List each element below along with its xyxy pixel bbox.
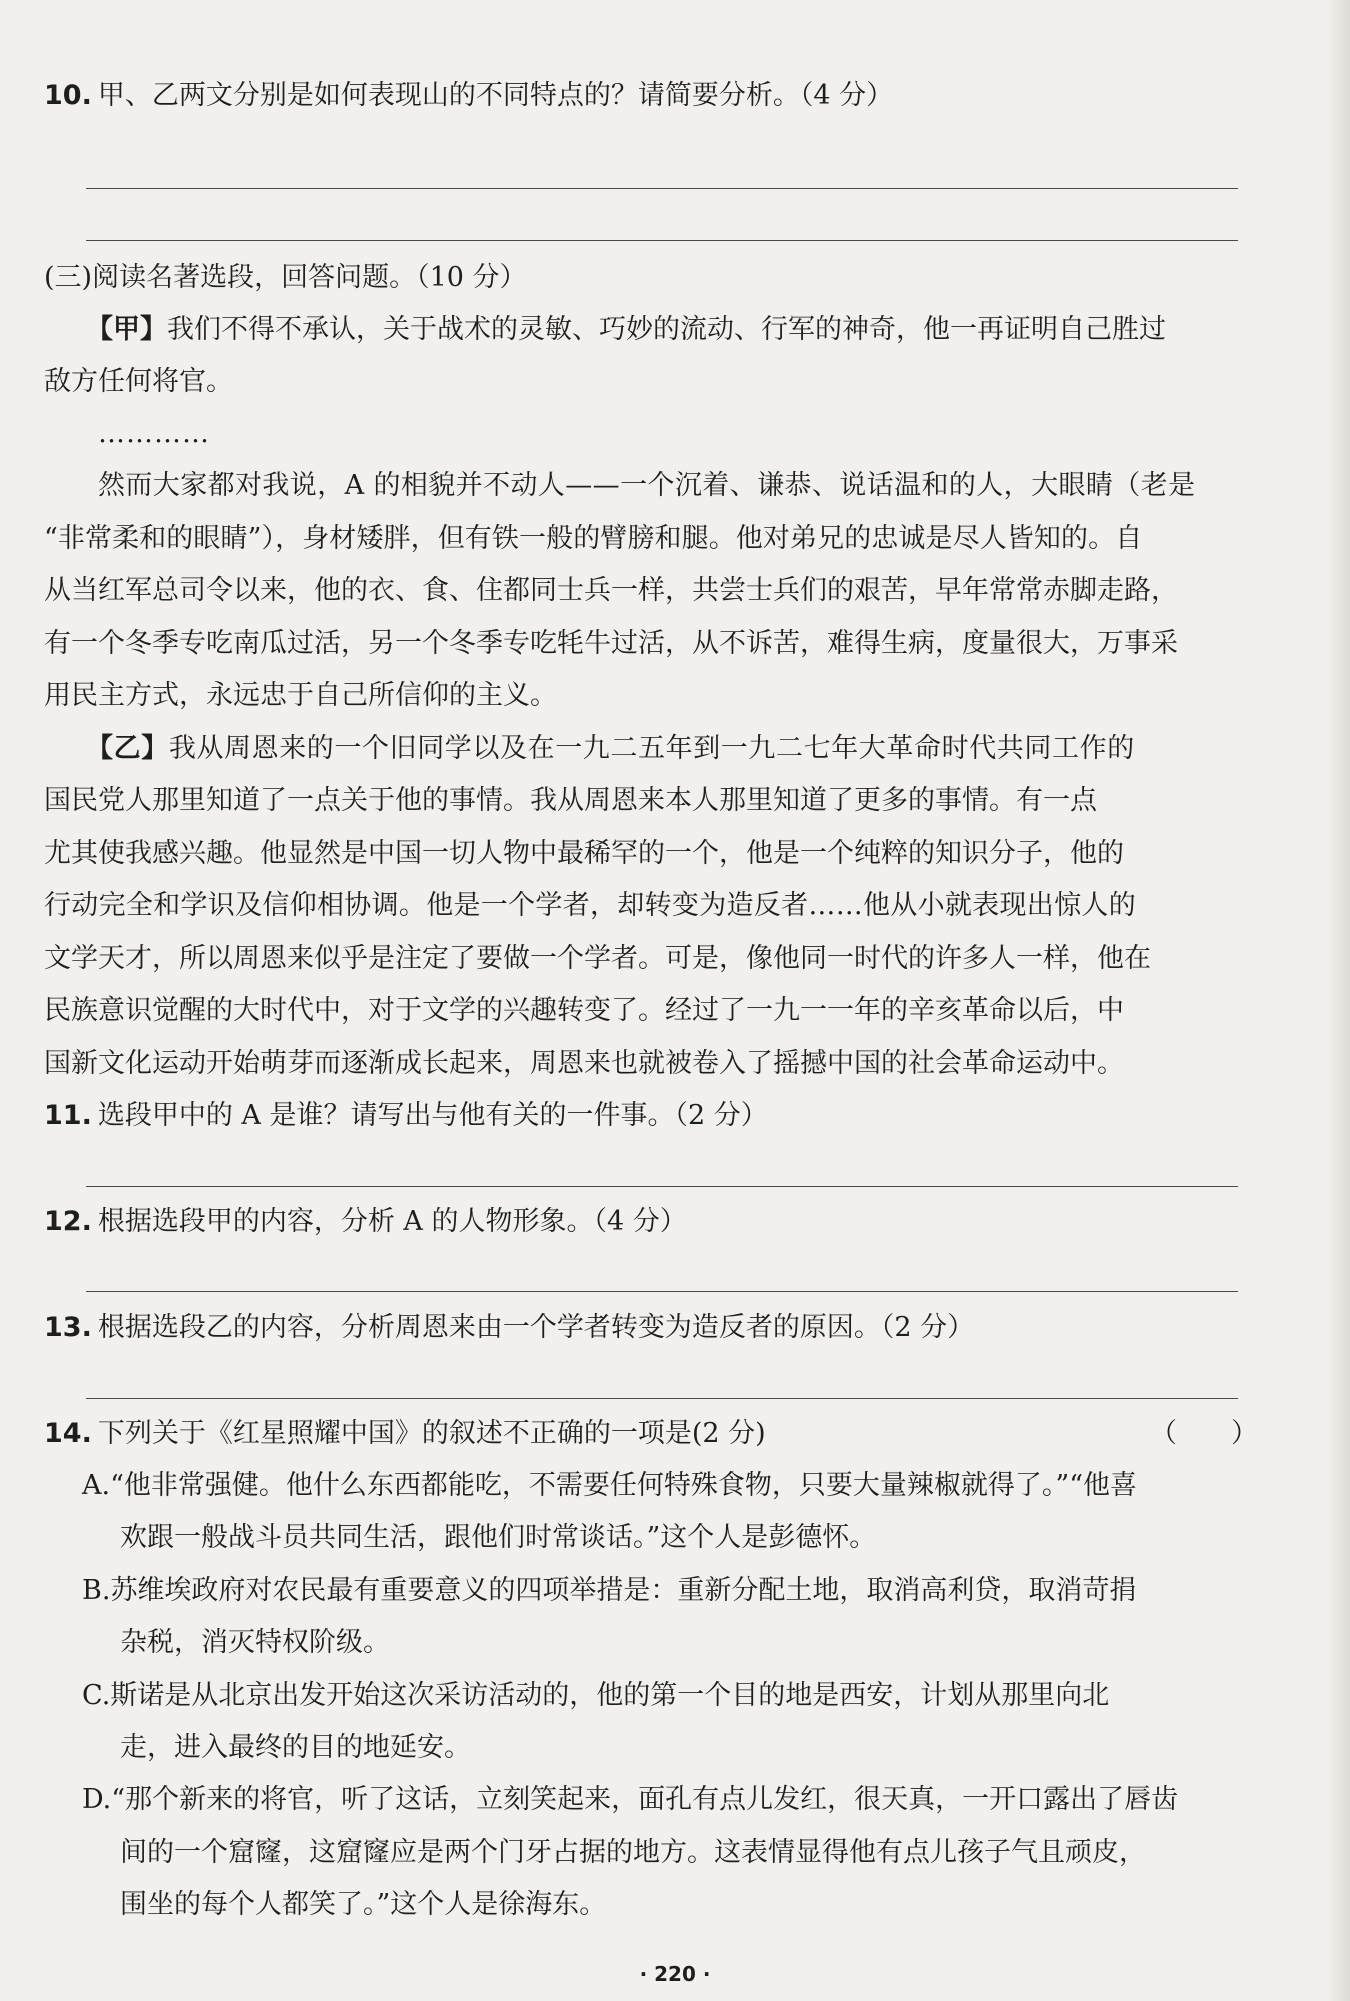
- passage-a-label: 【甲】: [86, 314, 167, 345]
- question-text: 甲、乙两文分别是如何表现山的不同特点的？请简要分析。（4 分）: [97, 80, 894, 111]
- passage-a-line: 有一个冬季专吃南瓜过活，另一个冬季专吃牦牛过活，从不诉苦，难得生病，度量很大，万事采: [44, 628, 1178, 659]
- passage-b-line: 【乙】我从周恩来的一个旧同学以及在一九二五年到一九二七年大革命时代共同工作的: [86, 733, 1135, 764]
- option-d-cont: 围坐的每个人都笑了。”这个人是徐海东。: [120, 1889, 607, 1920]
- answer-bracket[interactable]: （ ）: [1150, 1418, 1258, 1449]
- option-label: B.: [82, 1575, 111, 1606]
- passage-b-line: 文学天才，所以周恩来似乎是注定了要做一个学者。可是，像他同一时代的许多人一样，他在: [44, 943, 1151, 974]
- passage-b-line: 国新文化运动开始萌芽而逐渐成长起来，周恩来也就被卷入了摇撼中国的社会革命运动中。: [44, 1048, 1124, 1079]
- option-c[interactable]: C.斯诺是从北京出发开始这次采访活动的，他的第一个目的地是西安，计划从那里向北: [82, 1680, 1110, 1711]
- option-a-cont: 欢跟一般战斗员共同生活，跟他们时常谈话。”这个人是彭德怀。: [120, 1522, 877, 1553]
- option-b[interactable]: B.苏维埃政府对农民最有重要意义的四项举措是：重新分配土地，取消高利贷，取消苛捐: [82, 1575, 1137, 1606]
- passage-a-line: 【甲】我们不得不承认，关于战术的灵敏、巧妙的流动、行军的神奇，他一再证明自己胜过: [86, 314, 1166, 345]
- question-text: 下列关于《红星照耀中国》的叙述不正确的一项是(2 分): [97, 1418, 766, 1449]
- answer-line[interactable]: [86, 240, 1238, 241]
- option-d[interactable]: D.“那个新来的将官，听了这话，立刻笑起来，面孔有点儿发红，很天真，一开口露出了唇齿: [82, 1784, 1179, 1815]
- passage-b-line: 尤其使我感兴趣。他显然是中国一切人物中最稀罕的一个，他是一个纯粹的知识分子，他的: [44, 838, 1124, 869]
- passage-b-line: 国民党人那里知道了一点关于他的事情。我从周恩来本人那里知道了更多的事情。有一点: [44, 785, 1097, 816]
- question-12: [44, 1202, 687, 1242]
- question-number: 12.: [44, 1206, 92, 1237]
- question-13: [44, 1308, 974, 1348]
- page-edge-shadow: [1328, 0, 1350, 2001]
- answer-line[interactable]: [86, 188, 1238, 189]
- page-number: · 220 ·: [639, 1962, 711, 1986]
- answer-line[interactable]: [86, 1291, 1238, 1292]
- option-c-cont: 走，进入最终的目的地延安。: [120, 1732, 471, 1763]
- passage-b-label: 【乙】: [86, 733, 169, 764]
- option-label: D.: [82, 1784, 112, 1815]
- answer-line[interactable]: [86, 1398, 1238, 1399]
- question-number: 13.: [44, 1312, 92, 1343]
- option-a[interactable]: A.“他非常强健。他什么东西都能吃，不需要任何特殊食物，只要大量辣椒就得了。”“他喜: [82, 1470, 1138, 1501]
- option-label: C.: [82, 1680, 111, 1711]
- passage-a-line: 敌方任何将官。: [44, 366, 233, 397]
- passage-b-line: 民族意识觉醒的大时代中，对于文学的兴趣转变了。经过了一九一一年的辛亥革命以后，中: [44, 995, 1124, 1026]
- ellipsis: …………: [98, 418, 210, 449]
- passage-a-line: “非常柔和的眼睛”），身材矮胖，但有铁一般的臂膀和腿。他对弟兄的忠诚是尽人皆知的。自: [44, 523, 1143, 554]
- section-title: (三)阅读名著选段，回答问题。（10 分）: [44, 262, 527, 293]
- question-10: [44, 76, 893, 116]
- option-b-cont: 杂税，消灭特权阶级。: [120, 1627, 390, 1658]
- passage-b-line: 行动完全和学识及信仰相协调。他是一个学者，却转变为造反者……他从小就表现出惊人的: [44, 890, 1136, 921]
- answer-line[interactable]: [86, 1186, 1238, 1187]
- question-number: 11.: [44, 1100, 92, 1131]
- question-number: 14.: [44, 1418, 92, 1449]
- passage-a-line: 然而大家都对我说，A 的相貌并不动人——一个沉着、谦恭、说话温和的人，大眼睛（老是: [98, 470, 1196, 501]
- option-label: A.: [82, 1470, 111, 1501]
- question-number: 10.: [44, 80, 92, 111]
- option-d-cont: 间的一个窟窿，这窟窿应是两个门牙占据的地方。这表情显得他有点儿孩子气且顽皮，: [120, 1837, 1146, 1868]
- passage-a-line: 从当红军总司令以来，他的衣、食、住都同士兵一样，共尝士兵们的艰苦，早年常常赤脚走路，: [44, 575, 1178, 606]
- passage-a-line: 用民主方式，永远忠于自己所信仰的主义。: [44, 680, 557, 711]
- question-11: [44, 1096, 768, 1136]
- question-14: [44, 1414, 766, 1454]
- question-text: 选段甲中的 A 是谁？请写出与他有关的一件事。（2 分）: [97, 1100, 768, 1131]
- question-text: 根据选段甲的内容，分析 A 的人物形象。（4 分）: [97, 1206, 687, 1237]
- question-text: 根据选段乙的内容，分析周恩来由一个学者转变为造反者的原因。（2 分）: [97, 1312, 975, 1343]
